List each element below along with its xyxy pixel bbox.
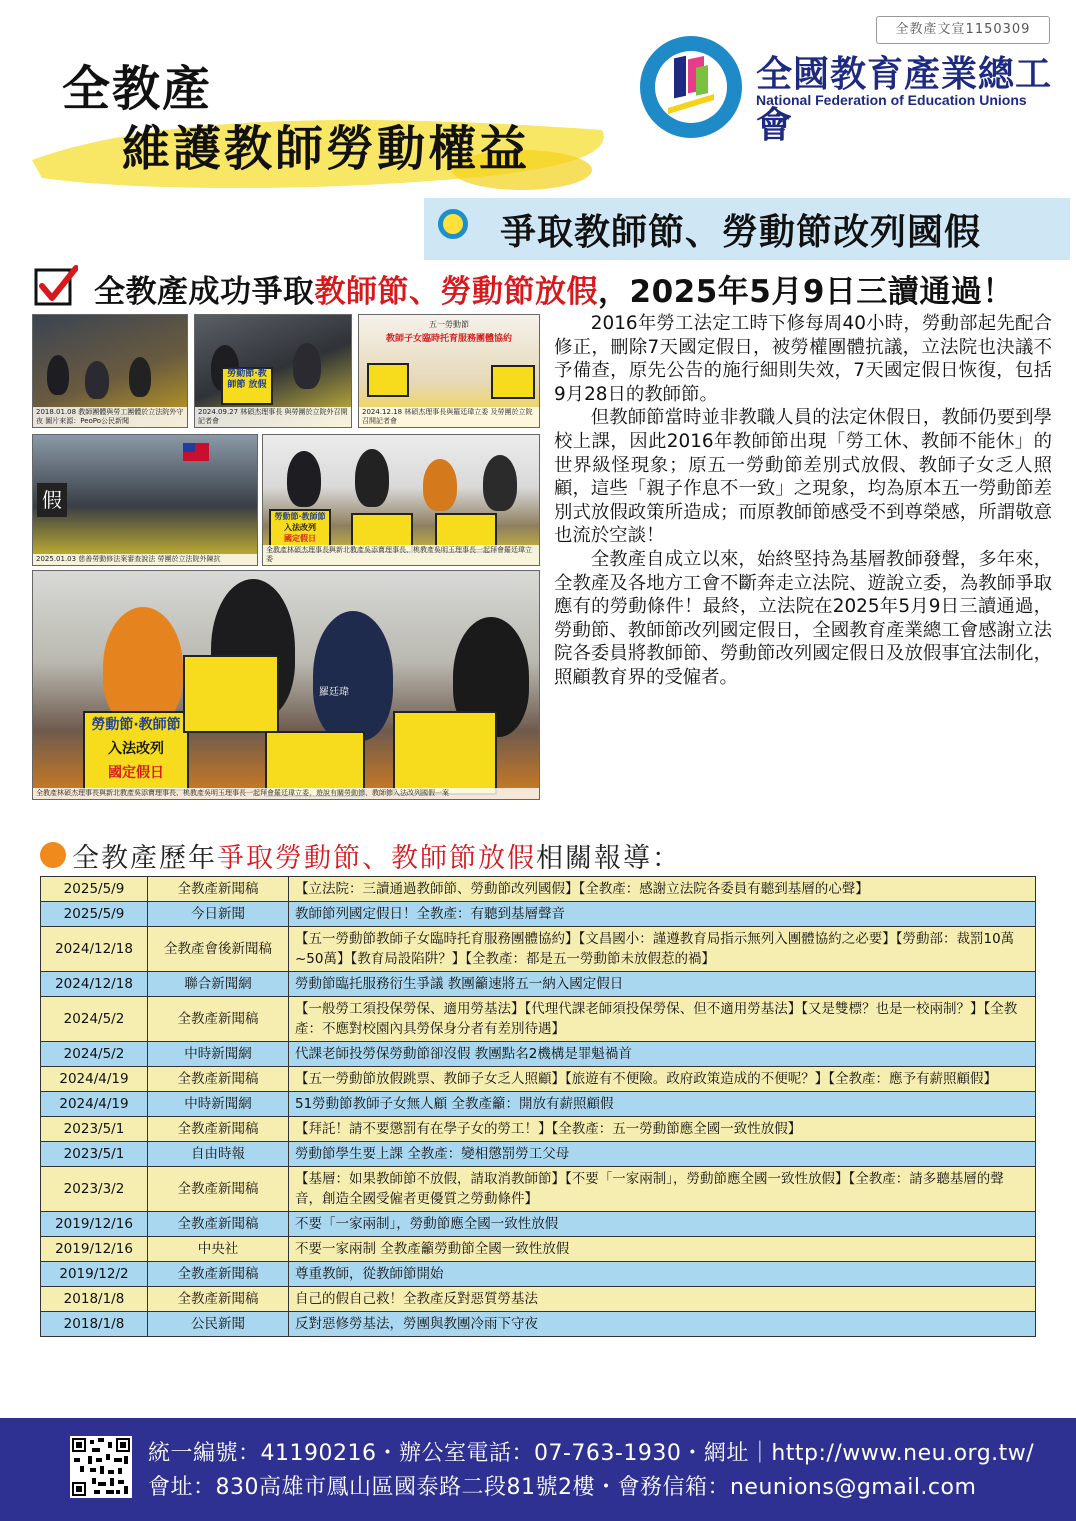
photo-lobby-small [262,434,540,566]
section-title-part-3: 相關報導： [536,843,681,874]
article-body [554,312,1052,690]
union-logo-icon [638,34,744,140]
sign-line-2: 入法改列 [284,523,316,532]
headline-highlight: 教師節、勞動節放假 [314,274,598,310]
news-date: 2024/12/18 [41,972,148,997]
news-row [41,1237,1036,1262]
photo-2024-12-press [358,314,540,428]
news-date: 2023/3/2 [41,1167,148,1212]
article-paragraph-2: 但教師節當時並非教職人員的法定休假日，教師仍要到學校上課，因此2016年教師節出現「勞工休、教師不能休」的世界級怪現象；原五一勞動節差別式放假、教師子女乏人照顧，這些「親子作息不一致」之現象，均為原本五一勞動節差別式放假政策所造成；而原教師節感受不到尊榮感，所謂敬意也流於空談！ [554,407,1052,547]
news-title[interactable]: 【立法院：三讀通過教師節、勞動節改列國假】【全教產：感謝立法院各委員有聽到基層的心聲】 [289,877,1036,902]
news-title[interactable]: 反對惡修勞基法，勞團與教團冷雨下守夜 [289,1312,1036,1337]
news-source: 全教產新聞稿 [148,1117,289,1142]
headline [94,266,1014,311]
news-source: 全教產新聞稿 [148,1262,289,1287]
news-source: 全教產新聞稿 [148,1287,289,1312]
sign-line-3: 國定假日 [108,765,164,781]
photo-caption: 全教產林碩杰理事長與新北教產吳添寶理事長、桃教產吳明玉理事長一起拜會羅廷瑋立委，遊說有關勞動節、教師節入法改列國假一案 [33,788,539,799]
sign-line-1: 勞動節·教師節 [91,717,181,733]
org-name-english: National Federation of Education Unions [756,92,1027,108]
news-row [41,1262,1036,1287]
news-row [41,1142,1036,1167]
news-row [41,1042,1036,1067]
photo-2018-vigil [32,314,188,428]
photo-caption: 2024.09.27 林碩杰理事長 與勞團於立院外召開記者會 [195,407,351,427]
news-table [40,876,1036,1337]
photo-caption: 全教產林碩杰理事長與新北教產吳添寶理事長、桃教產吳明玉理事長一起拜會羅廷瑋立委 [263,545,539,565]
section-bullet-icon [40,842,66,868]
news-date: 2024/12/18 [41,927,148,972]
article-paragraph-3: 全教產自成立以來，始終堅持為基層教師發聲，多年來，全教產及各地方工會不斷奔走立法院、遊說立委，為教師爭取應有的勞動條件！最終，立法院在2025年5月9日三讀通過，勞動節、教師節改列國定假日，全國教育產業總工會感謝立法院各委員將教師節、勞動節改列國定假日及放假事宜法制化，照顧教育界的受僱者。 [554,548,1052,688]
news-date: 2024/5/2 [41,1042,148,1067]
protest-sign: 勞動節·教師節 放假 [221,367,273,405]
headline-part-1: 全教產成功爭取 [94,274,315,310]
news-title[interactable]: 【一般勞工須投保勞保、適用勞基法】【代理代課老師須投保勞保、但不適用勞基法】【又是雙標？也是一校兩制？】【全教產：不應對校園內具勞保身分者有差別待遇】 [289,997,1036,1042]
checkmark-icon [34,264,78,308]
news-title[interactable]: 勞動節學生要上課 全教產：變相懲罰勞工父母 [289,1142,1036,1167]
news-date: 2019/12/2 [41,1262,148,1287]
section-title-part-1: 全教產歷年 [72,843,217,874]
banner-bullet-icon [438,209,468,239]
photo-caption: 2018.01.08 教師團體與勞工團體於立法院外守夜 圖片來源：PeoPo公民新聞 [33,407,187,427]
news-row [41,927,1036,972]
headline-part-3: ，2025年5月9日三讀通過！ [598,274,1014,310]
news-title[interactable]: 自己的假自己救！全教產反對惡質勞基法 [289,1287,1036,1312]
news-row [41,1067,1036,1092]
news-source: 中時新聞網 [148,1042,289,1067]
footer-address-line: 會址：830高雄市鳳山區國泰路二段81號2樓・會務信箱：neunions@gmail.com [148,1475,977,1500]
news-date: 2025/5/9 [41,877,148,902]
news-title[interactable]: 不要一家兩制 全教產籲勞動節全國一致性放假 [289,1237,1036,1262]
news-row [41,1117,1036,1142]
news-title[interactable]: 【五一勞動節放假跳票、教師子女乏人照顧】【旅遊有不便險。政府政策造成的不便呢？】【全教產：應予有薪照顧假】 [289,1067,1036,1092]
news-source: 自由時報 [148,1142,289,1167]
title-line-2: 維護教師勞動權益 [122,121,531,177]
news-date: 2024/4/19 [41,1067,148,1092]
footer-contact-line: 統一編號：41190216・辦公室電話：07-763-1930・網址｜http://www.neu.org.tw/ [148,1441,1035,1466]
sign-line-1: 勞動節·教師節 [274,512,326,521]
news-date: 2023/5/1 [41,1142,148,1167]
news-date: 2019/12/16 [41,1237,148,1262]
news-row [41,972,1036,997]
news-row [41,1312,1036,1337]
news-source: 全教產新聞稿 [148,1067,289,1092]
news-row [41,1287,1036,1312]
news-date: 2024/5/2 [41,997,148,1042]
news-title[interactable]: 勞動節臨托服務衍生爭議 教團籲速將五一納入國定假日 [289,972,1036,997]
news-row [41,1167,1036,1212]
photo-2024-09-press [194,314,352,428]
news-row [41,877,1036,902]
news-source: 公民新聞 [148,1312,289,1337]
news-source: 今日新聞 [148,902,289,927]
news-source: 全教產會後新聞稿 [148,927,289,972]
news-source: 全教產新聞稿 [148,997,289,1042]
news-title[interactable]: 【拜託！請不要懲罰有在學子女的勞工！】【全教產：五一勞動節應全國一致性放假】 [289,1117,1036,1142]
news-source: 中時新聞網 [148,1092,289,1117]
news-date: 2019/12/16 [41,1212,148,1237]
news-title[interactable]: 不要「一家兩制」，勞動節應全國一致性放假 [289,1212,1036,1237]
org-name-chinese: 全國教育產業總工會 [756,53,1053,146]
news-title[interactable]: 【五一勞動節教師子女臨時托育服務團體協約】【文昌國小：謹遵教育局指示無列入團體協約之必要】【勞動部：裁罰10萬~50萬】【教育局設陷阱？】【全教產：都是五一勞動節未放假惹的禍】 [289,927,1036,972]
photo-lobby-large [32,570,540,800]
banner-sign-top: 五一勞動節 [429,320,469,329]
news-source: 全教產新聞稿 [148,1167,289,1212]
article-paragraph-1: 2016年勞工法定工時下修每周40小時，勞動部起先配合修正，刪除7天國定假日，被勞權團體抗議，立法院也決議不予備查，原先公告的施行細則失效，7天國定假日恢復，包括9月28日的教師節。 [554,313,1052,405]
news-row [41,1092,1036,1117]
news-date: 2018/1/8 [41,1287,148,1312]
news-row [41,1212,1036,1237]
photo-caption: 2025.01.03 慈善勞動修法案審查說法 勞團於立法院外陳抗 [33,554,257,565]
news-source: 聯合新聞網 [148,972,289,997]
news-date: 2023/5/1 [41,1117,148,1142]
protest-sign: 假 [37,483,67,517]
sign-line-3: 國定假日 [284,534,316,543]
news-title[interactable]: 教師節列國定假日！全教產：有聽到基層聲音 [289,902,1036,927]
news-row [41,902,1036,927]
news-source: 全教產新聞稿 [148,877,289,902]
section-title-highlight: 爭取勞動節、教師節放假 [217,843,536,874]
news-title[interactable]: 代課老師投勞保勞動節卻沒假 教團點名2機構是罪魁禍首 [289,1042,1036,1067]
news-title[interactable]: 【基層：如果教師節不放假，請取消教師節】【不要「一家兩制」，勞動節應全國一致性放假】【全教產：請多聽基層的聲音，創造全國受僱者更優質之勞動條件】 [289,1167,1036,1212]
news-source: 中央社 [148,1237,289,1262]
document-number: 全教產文宣1150309 [876,16,1050,44]
title-line-1: 全教產 [62,61,213,117]
photo-2025-01-protest [32,434,258,566]
news-source: 全教產新聞稿 [148,1212,289,1237]
news-title[interactable]: 51勞動節教師子女無人顧 全教產籲：開放有薪照顧假 [289,1092,1036,1117]
news-title[interactable]: 尊重教師，從教師節開始 [289,1262,1036,1287]
news-date: 2018/1/8 [41,1312,148,1337]
banner-sign-main: 教師子女臨時托育服務團體協約 [385,334,512,344]
news-date: 2025/5/9 [41,902,148,927]
news-date: 2024/4/19 [41,1092,148,1117]
qr-code-icon[interactable] [70,1436,132,1498]
topic-banner-text: 爭取教師節、勞動節改列國假 [500,212,982,253]
section-title [72,836,681,875]
photo-caption: 2024.12.18 林碩杰理事長與羅廷瑋立委 及勞團於立院召開記者會 [359,407,539,427]
name-tag: 羅廷瑋 [319,687,349,698]
news-row [41,997,1036,1042]
sign-line-2: 入法改列 [108,741,164,757]
